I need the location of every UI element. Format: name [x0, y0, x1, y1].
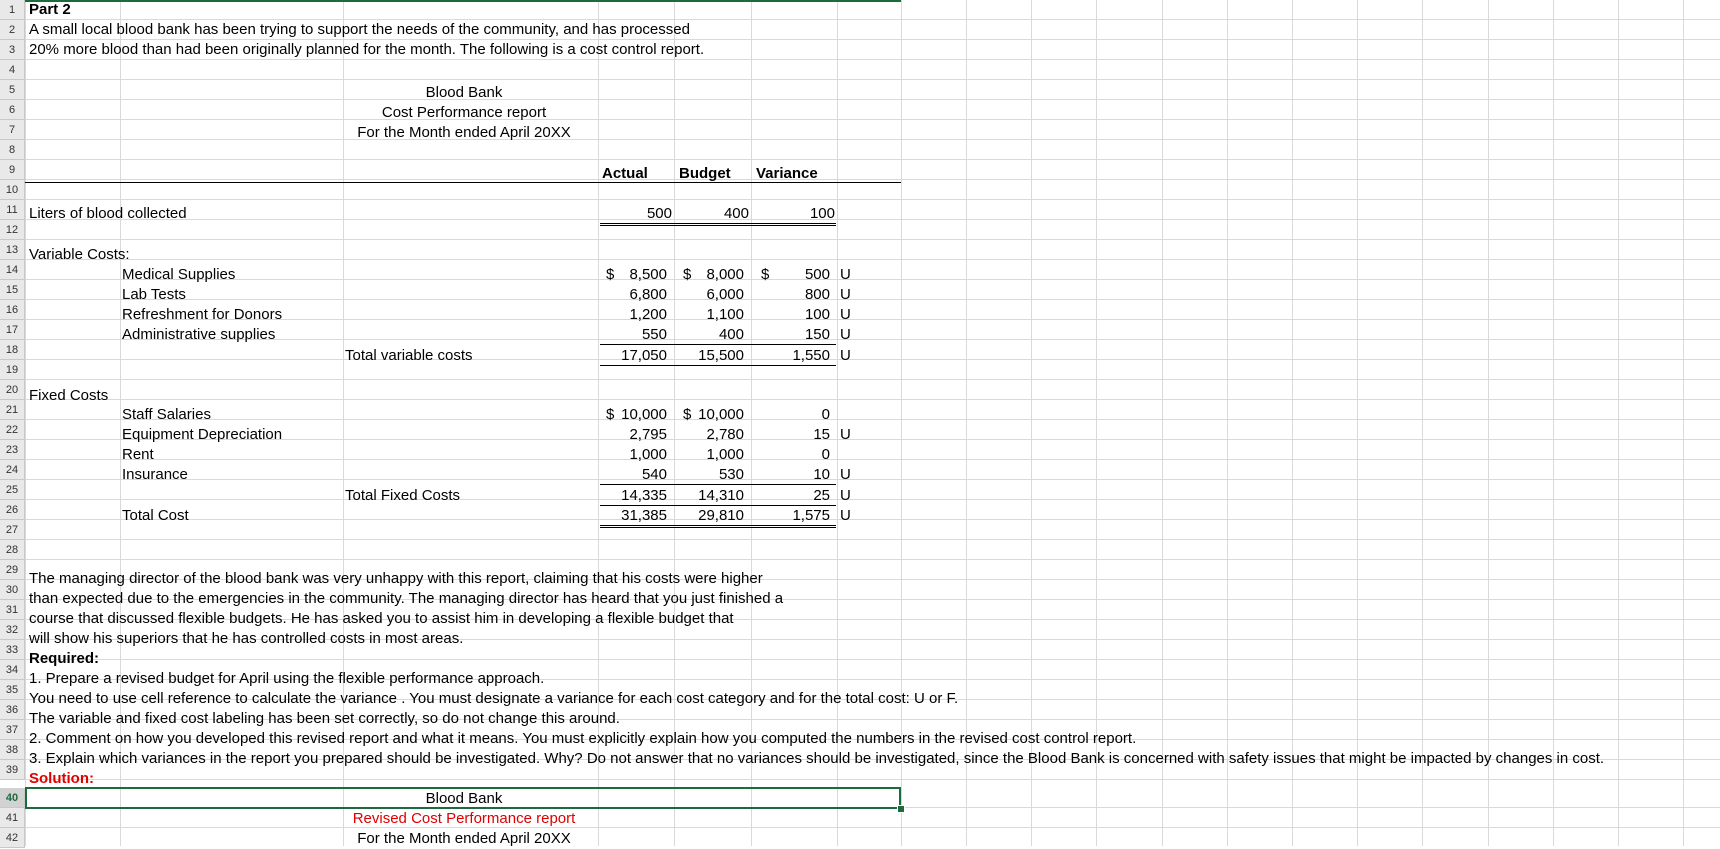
- row-header-selected[interactable]: 40: [0, 788, 25, 808]
- line-item-actual[interactable]: 550: [641, 326, 667, 343]
- row-header[interactable]: 39: [0, 760, 25, 780]
- gridline: [25, 539, 1720, 540]
- total-cost-variance[interactable]: 1,575: [792, 507, 830, 524]
- line-item-actual[interactable]: 8,500: [629, 266, 667, 283]
- row-header[interactable]: 10: [0, 180, 25, 200]
- total-cost-label: Total Cost: [122, 507, 189, 524]
- row-header[interactable]: 12: [0, 220, 25, 240]
- liters-budget[interactable]: 400: [723, 205, 749, 222]
- row-header[interactable]: 24: [0, 460, 25, 480]
- narrative-line: course that discussed flexible budgets. He has asked you to assist him in developing a flexible budget that: [29, 610, 734, 627]
- requirement-line: 3. Explain which variances in the report you prepared should be investigated. Why? Do not answer that no variances should be investigated, since the Blood Bank is concerned with safety issues that might be impacted by changes in cost.: [29, 750, 1605, 767]
- intro-line: A small local blood bank has been trying to support the needs of the community, and has processed: [29, 21, 690, 38]
- row-header[interactable]: 36: [0, 700, 25, 720]
- narrative-line: than expected due to the emergencies in the community. The managing director has heard that you just finished a: [29, 590, 784, 607]
- solution-report-title[interactable]: Blood Bank: [425, 790, 503, 807]
- line-item-label: Staff Salaries: [122, 406, 211, 423]
- line-item-variance[interactable]: 800: [804, 286, 830, 303]
- gridline: [25, 459, 1720, 460]
- gridline: [25, 199, 1720, 200]
- row-header[interactable]: 7: [0, 120, 25, 140]
- line-item-budget[interactable]: 530: [718, 466, 744, 483]
- line-item-label: Equipment Depreciation: [122, 426, 283, 443]
- active-cell-top-border: [25, 0, 901, 2]
- row-header[interactable]: 22: [0, 420, 25, 440]
- row-header[interactable]: 1: [0, 0, 25, 20]
- row-header[interactable]: 25: [0, 480, 25, 500]
- header-underline: [25, 182, 901, 183]
- row-header[interactable]: 32: [0, 620, 25, 640]
- gridline: [25, 339, 1720, 340]
- row-header[interactable]: 14: [0, 260, 25, 280]
- narrative-line: will show his superiors that he has controlled costs in most areas.: [29, 630, 464, 647]
- variance-flag[interactable]: U: [840, 426, 851, 443]
- row-header[interactable]: 18: [0, 340, 25, 360]
- total-fixed-actual[interactable]: 14,335: [621, 487, 667, 504]
- row-header[interactable]: 27: [0, 520, 25, 540]
- gridline: [25, 659, 1720, 660]
- line-item-variance[interactable]: 15: [813, 426, 830, 443]
- row-header[interactable]: 15: [0, 280, 25, 300]
- gridline: [25, 359, 1720, 360]
- variance-flag[interactable]: U: [840, 487, 851, 504]
- row-header[interactable]: 29: [0, 560, 25, 580]
- row-header[interactable]: 23: [0, 440, 25, 460]
- total-fixed-budget[interactable]: 14,310: [698, 487, 744, 504]
- row-header[interactable]: 34: [0, 660, 25, 680]
- row-header[interactable]: 4: [0, 60, 25, 80]
- line-item-variance[interactable]: 0: [821, 406, 830, 423]
- gridline: [25, 479, 1720, 480]
- currency-symbol: $: [606, 266, 615, 283]
- total-fixed-label: Total Fixed Costs: [345, 487, 461, 504]
- line-item-budget[interactable]: 6,000: [706, 286, 744, 303]
- line-item-budget[interactable]: 400: [718, 326, 744, 343]
- fill-handle[interactable]: [897, 805, 905, 813]
- required-heading: Required:: [29, 650, 100, 667]
- part-title: Part 2: [29, 1, 71, 18]
- line-item-label: Administrative supplies: [122, 326, 276, 343]
- row-header[interactable]: 16: [0, 300, 25, 320]
- total-underline: [600, 365, 836, 366]
- gridline: [25, 79, 1720, 80]
- gridline: [25, 279, 1720, 280]
- gridline: [25, 99, 1720, 100]
- gridline: [25, 219, 1720, 220]
- column-header-variance: Variance: [756, 165, 818, 182]
- row-header[interactable]: 9: [0, 160, 25, 180]
- row-header[interactable]: 11: [0, 200, 25, 220]
- requirement-line: You need to use cell reference to calculate the variance . You must designate a variance for each cost category and for the total cost: U or F.: [29, 690, 959, 707]
- double-underline: [600, 223, 836, 226]
- row-header[interactable]: 2: [0, 20, 25, 40]
- line-item-actual[interactable]: 6,800: [629, 286, 667, 303]
- report-period: For the Month ended April 20XX: [357, 124, 571, 141]
- row-header[interactable]: 19: [0, 360, 25, 380]
- row-header[interactable]: 31: [0, 600, 25, 620]
- gridline: [25, 159, 1720, 160]
- row-header[interactable]: 42: [0, 828, 25, 848]
- requirement-line: The variable and fixed cost labeling has been set correctly, so do not change this around.: [29, 710, 620, 727]
- gridline: [25, 259, 1720, 260]
- row-header[interactable]: 37: [0, 720, 25, 740]
- variance-flag[interactable]: U: [840, 466, 851, 483]
- row-header[interactable]: 13: [0, 240, 25, 260]
- line-item-budget[interactable]: 2,780: [706, 426, 744, 443]
- gridline: [25, 827, 1720, 828]
- intro-line: 20% more blood than had been originally planned for the month. The following is a cost control report.: [29, 41, 705, 58]
- line-item-actual[interactable]: 1,000: [629, 446, 667, 463]
- total-variable-budget[interactable]: 15,500: [698, 347, 744, 364]
- line-item-label: Medical Supplies: [122, 266, 236, 283]
- line-item-budget[interactable]: 10,000: [698, 406, 744, 423]
- gridline: [25, 179, 1720, 180]
- requirement-line: 1. Prepare a revised budget for April using the flexible performance approach.: [29, 670, 545, 687]
- line-item-budget[interactable]: 1,100: [706, 306, 744, 323]
- total-variable-label: Total variable costs: [345, 347, 473, 364]
- variance-flag[interactable]: U: [840, 507, 851, 524]
- variance-flag[interactable]: U: [840, 326, 851, 343]
- column-header-actual: Actual: [602, 165, 648, 182]
- fixed-costs-heading: Fixed Costs: [29, 387, 109, 404]
- subtotal-underline: [600, 484, 836, 485]
- row-header[interactable]: 33: [0, 640, 25, 660]
- double-underline: [600, 525, 836, 528]
- row-header[interactable]: 26: [0, 500, 25, 520]
- total-cost-budget[interactable]: 29,810: [698, 507, 744, 524]
- gridline: [25, 559, 1720, 560]
- row-header[interactable]: 38: [0, 740, 25, 760]
- row-header[interactable]: 8: [0, 140, 25, 160]
- gridline: [25, 299, 1720, 300]
- currency-symbol: $: [683, 266, 692, 283]
- gridline: [25, 419, 1720, 420]
- requirement-line: 2. Comment on how you developed this revised report and what it means. You must explicitly explain how you computed the numbers in the revised cost control report.: [29, 730, 1137, 747]
- line-item-variance[interactable]: 100: [804, 306, 830, 323]
- gridline: [25, 499, 1720, 500]
- column-header-budget: Budget: [679, 165, 731, 182]
- solution-report-period: For the Month ended April 20XX: [357, 830, 571, 847]
- liters-variance[interactable]: 100: [809, 205, 835, 222]
- row-header[interactable]: 28: [0, 540, 25, 560]
- variance-flag[interactable]: U: [840, 347, 851, 364]
- currency-symbol: $: [606, 406, 615, 423]
- currency-symbol: $: [761, 266, 770, 283]
- total-cost-actual[interactable]: 31,385: [621, 507, 667, 524]
- line-item-label: Refreshment for Donors: [122, 306, 283, 323]
- row-header[interactable]: 35: [0, 680, 25, 700]
- report-subtitle: Cost Performance report: [381, 104, 547, 121]
- variance-flag[interactable]: U: [840, 286, 851, 303]
- line-item-budget[interactable]: 1,000: [706, 446, 744, 463]
- row-header[interactable]: 21: [0, 400, 25, 420]
- row-header[interactable]: 30: [0, 580, 25, 600]
- solution-heading: Solution:: [29, 770, 94, 787]
- subtotal-underline: [600, 344, 836, 345]
- variance-flag[interactable]: U: [840, 266, 851, 283]
- narrative-line: The managing director of the blood bank was very unhappy with this report, claiming that his costs were higher: [29, 570, 763, 587]
- variable-costs-heading: Variable Costs:: [29, 246, 130, 263]
- line-item-variance[interactable]: 500: [804, 266, 830, 283]
- gridline: [25, 239, 1720, 240]
- row-header[interactable]: 6: [0, 100, 25, 120]
- liters-label: Liters of blood collected: [29, 205, 187, 222]
- gridline: [25, 119, 1720, 120]
- total-fixed-variance[interactable]: 25: [813, 487, 830, 504]
- report-title: Blood Bank: [425, 84, 503, 101]
- line-item-label: Insurance: [122, 466, 188, 483]
- line-item-actual[interactable]: 540: [641, 466, 667, 483]
- line-item-label: Rent: [122, 446, 154, 463]
- line-item-actual[interactable]: 1,200: [629, 306, 667, 323]
- total-variable-actual[interactable]: 17,050: [621, 347, 667, 364]
- row-header[interactable]: 17: [0, 320, 25, 340]
- currency-symbol: $: [683, 406, 692, 423]
- liters-actual[interactable]: 500: [646, 205, 672, 222]
- gridline: [25, 379, 1720, 380]
- gridline: [25, 519, 1720, 520]
- row-header[interactable]: 5: [0, 80, 25, 100]
- row-header[interactable]: 3: [0, 40, 25, 60]
- line-item-variance[interactable]: 0: [821, 446, 830, 463]
- total-variable-variance[interactable]: 1,550: [792, 347, 830, 364]
- row-header[interactable]: 41: [0, 808, 25, 828]
- solution-report-subtitle: Revised Cost Performance report: [352, 810, 576, 827]
- gridline: [25, 779, 1720, 780]
- line-item-actual[interactable]: 2,795: [629, 426, 667, 443]
- gridline: [25, 399, 1720, 400]
- line-item-label: Lab Tests: [122, 286, 186, 303]
- row-header[interactable]: 20: [0, 380, 25, 400]
- line-item-variance[interactable]: 10: [813, 466, 830, 483]
- line-item-actual[interactable]: 10,000: [621, 406, 667, 423]
- line-item-budget[interactable]: 8,000: [706, 266, 744, 283]
- gridline: [25, 139, 1720, 140]
- line-item-variance[interactable]: 150: [804, 326, 830, 343]
- variance-flag[interactable]: U: [840, 306, 851, 323]
